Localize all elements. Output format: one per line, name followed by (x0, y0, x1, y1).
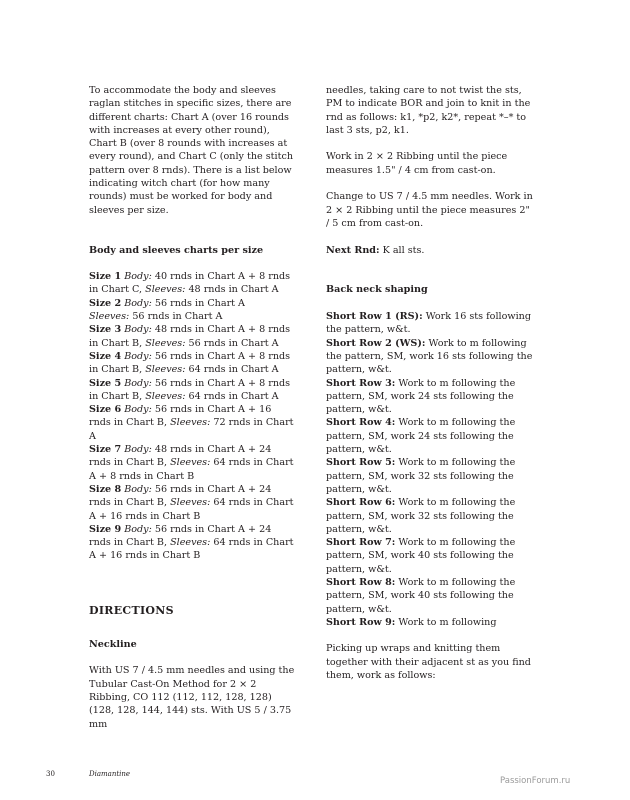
short-row: Short Row 3: Work to m following the pattern, SM, work 24 sts following the pattern, w&t. (326, 377, 516, 416)
size-entry: Size 4 Body: 56 rnds in Chart A + 8 rnds in Chart B, Sleeves: 64 rnds in Chart A (89, 350, 291, 376)
closing-paragraph: Picking up wraps and knitting them together with their adjacent st as you find them, work as follows: (326, 643, 531, 682)
intro-paragraph: To accommodate the body and sleeves raglan stitches in specific sizes, there are different charts: Chart A (over 16 rounds with increases at every other round), Chart B (over 8 rounds with increases at every round), and Chart C (only the stitch pattern over 8 rnds). There is a list below indicating witch chart (for how many rounds) must be worked for body and sleeves per size. (89, 85, 293, 216)
short-row: Short Row 6: Work to m following the pattern, SM, work 32 sts following the pattern, w&t. (326, 497, 516, 535)
size-entry: Size 7 Body: 48 rnds in Chart A + 24 rnds in Chart B, Sleeves: 64 rnds in Chart A + 8 rnds in Chart B (89, 444, 294, 482)
directions-heading: DIRECTIONS (89, 603, 174, 617)
size-entry: Size 3 Body: 48 rnds in Chart A + 8 rnds in Chart B, Sleeves: 56 rnds in Chart A (89, 324, 291, 349)
page-number: 30 (46, 770, 55, 778)
short-row: Short Row 5: Work to m following the pattern, SM, work 32 sts following the pattern, w&t. (326, 457, 516, 495)
short-row: Short Row 8: Work to m following the pattern, SM, work 40 sts following the pattern, w&t. (326, 576, 516, 615)
sizes-list (89, 270, 295, 563)
sizes-heading: Body and sleeves charts per size (89, 244, 264, 256)
short-row: Short Row 4: Work to m following the pattern, SM, work 24 sts following the pattern, w&t. (326, 417, 516, 456)
next-round-paragraph: Next Rnd: K all sts. (326, 244, 425, 256)
neckline-paragraph: With US 7 / 4.5 mm needles and using the Tubular Cast-On Method for 2 × 2 Ribbing, CO 112 (112, 112, 128, 128) (128, 128, 144, 144) sts. With US 5 / 3.75 mm (89, 665, 295, 730)
watermark: PassionForum.ru (500, 776, 571, 786)
size-entry: Size 5 Body: 56 rnds in Chart A + 8 rnds in Chart B, Sleeves: 64 rnds in Chart A (89, 377, 291, 402)
short-rows-list (326, 310, 536, 629)
neckline-heading: Neckline (89, 638, 137, 650)
back-neck-heading: Back neck shaping (326, 284, 428, 296)
short-row: Short Row 7: Work to m following the pattern, SM, work 40 sts following the pattern, w&t. (326, 537, 516, 575)
right-column (326, 84, 536, 696)
cast-on-continued-paragraph: needles, taking care to not twist the sts, PM to indicate BOR and join to knit in the rnd as follows: k1, *p2, k2*, repeat *–* to last 3 sts, p2, k1. (326, 85, 531, 136)
short-row: Short Row 9: Work to m following (326, 616, 497, 628)
size-entry: Size 6 Body: 56 rnds in Chart A + 16 rnds in Chart B, Sleeves: 72 rnds in Chart A (89, 404, 294, 442)
left-column (89, 84, 295, 744)
size-entry: Size 1 Body: 40 rnds in Chart A + 8 rnds in Chart C, Sleeves: 48 rnds in Chart A (89, 271, 291, 296)
needle-change-paragraph: Change to US 7 / 4.5 mm needles. Work in 2 × 2 Ribbing until the piece measures 2" / 5 cm from cast-on. (326, 191, 533, 229)
size-entry: Size 2 Body: 56 rnds in Chart A Sleeves: 56 rnds in Chart A (89, 297, 245, 323)
ribbing-paragraph: Work in 2 × 2 Ribbing until the piece measures 1.5" / 4 cm from cast-on. (326, 151, 508, 176)
short-row: Short Row 1 (RS): Work 16 sts following the pattern, w&t. (326, 311, 531, 336)
magazine-name: Diamantine (89, 770, 131, 778)
short-row: Short Row 2 (WS): Work to m following the pattern, SM, work 16 sts following the pattern, w&t. (326, 337, 533, 376)
size-entry: Size 9 Body: 56 rnds in Chart A + 24 rnds in Chart B, Sleeves: 64 rnds in Chart A + 16 rnds in Chart B (89, 523, 294, 562)
size-entry: Size 8 Body: 56 rnds in Chart A + 24 rnds in Chart B, Sleeves: 64 rnds in Chart A + 16 rnds in Chart B (89, 483, 294, 522)
